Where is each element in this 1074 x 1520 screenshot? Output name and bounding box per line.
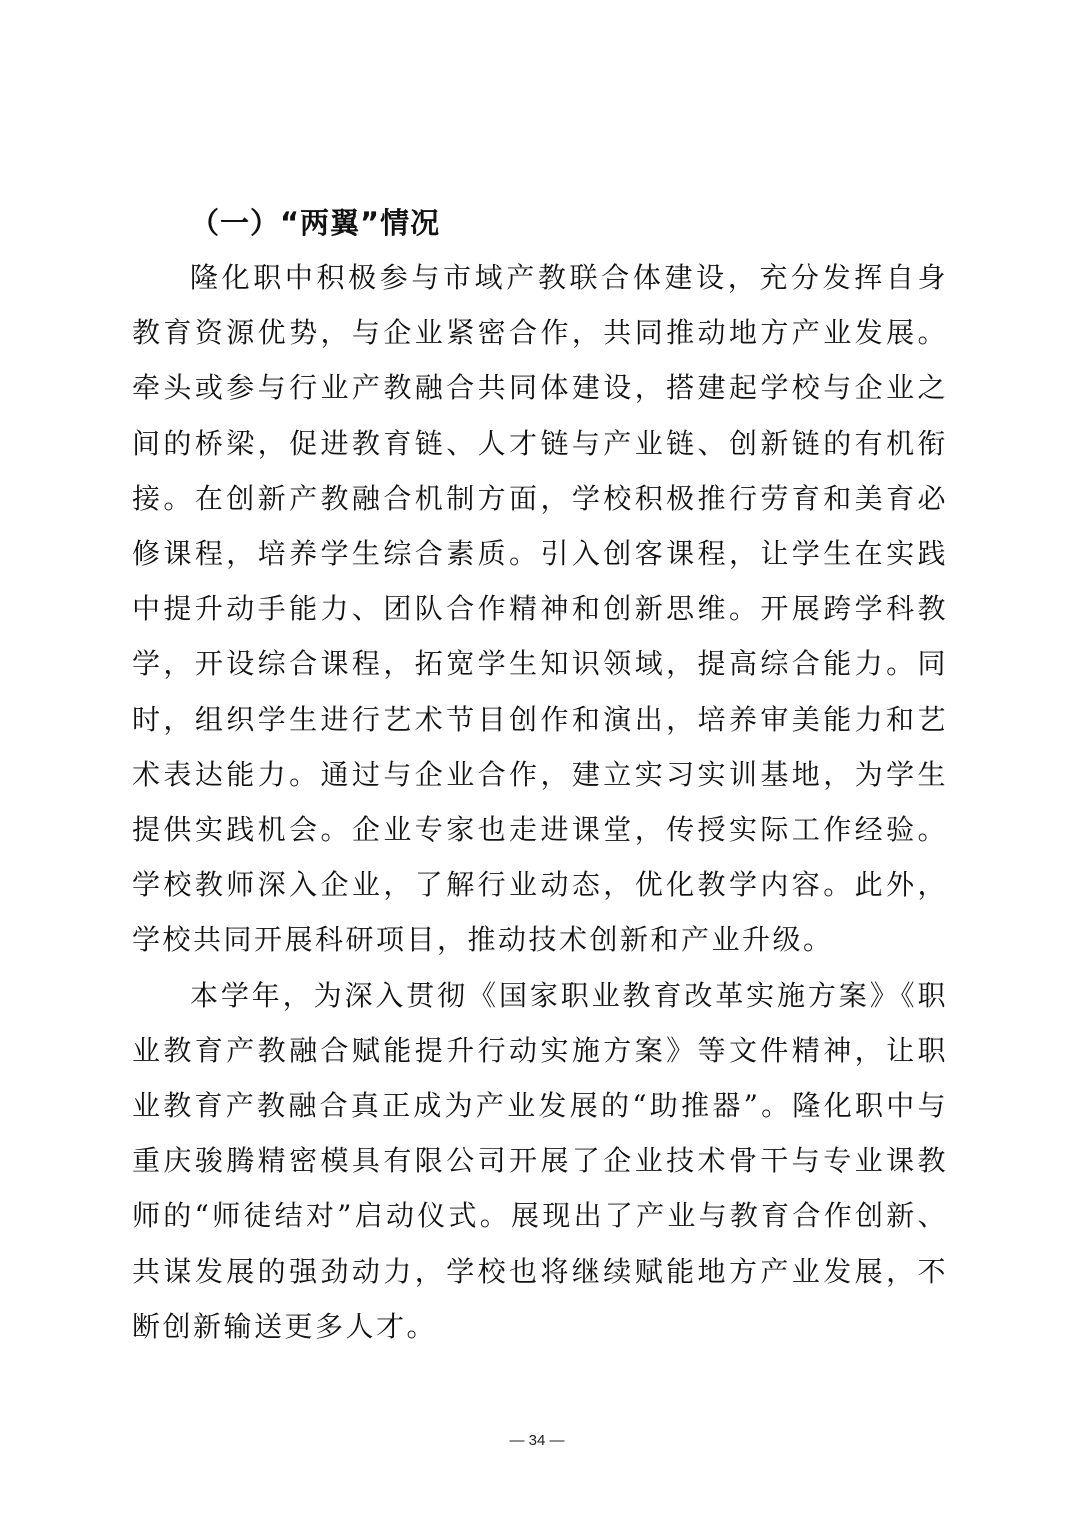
paragraph-2: 本学年，为深入贯彻《国家职业教育改革实施方案》《职业教育产教融合赋能提升行动实施方案》等文件精神，让职业教育产教融合真正成为产业发展的“助推器”。隆化职中与重庆骏腾精密模具有限公司开展了企业技术骨干与专业课教师的“师徒结对”启动仪式。展现出了产业与教育合作创新、共谋发展的强劲动力，学校也将继续赋能地方产业发展，不断创新输送更多人才。 <box>132 978 948 1343</box>
body-text <box>132 250 948 1354</box>
paragraph-1: 隆化职中积极参与市域产教联合体建设，充分发挥自身教育资源优势，与企业紧密合作，共同推动地方产业发展。牵头或参与行业产教融合共同体建设，搭建起学校与企业之间的桥梁，促进教育链、人才链与产业链、创新链的有机衔接。在创新产教融合机制方面，学校积极推行劳育和美育必修课程，培养学生综合素质。引入创客课程，让学生在实践中提升动手能力、团队合作精神和创新思维。开展跨学科教学，开设综合课程，拓宽学生知识领域，提高综合能力。同时，组织学生进行艺术节目创作和演出，培养审美能力和艺术表达能力。通过与企业合作，建立实习实训基地，为学生提供实践机会。企业专家也走进课堂，传授实际工作经验。学校教师深入企业，了解行业动态，优化教学内容。此外，学校共同开展科研项目，推动技术创新和产业升级。 <box>132 261 948 957</box>
page-number: — 34 — <box>509 1432 565 1449</box>
section-heading: （一）“两翼”情况 <box>190 206 441 240</box>
